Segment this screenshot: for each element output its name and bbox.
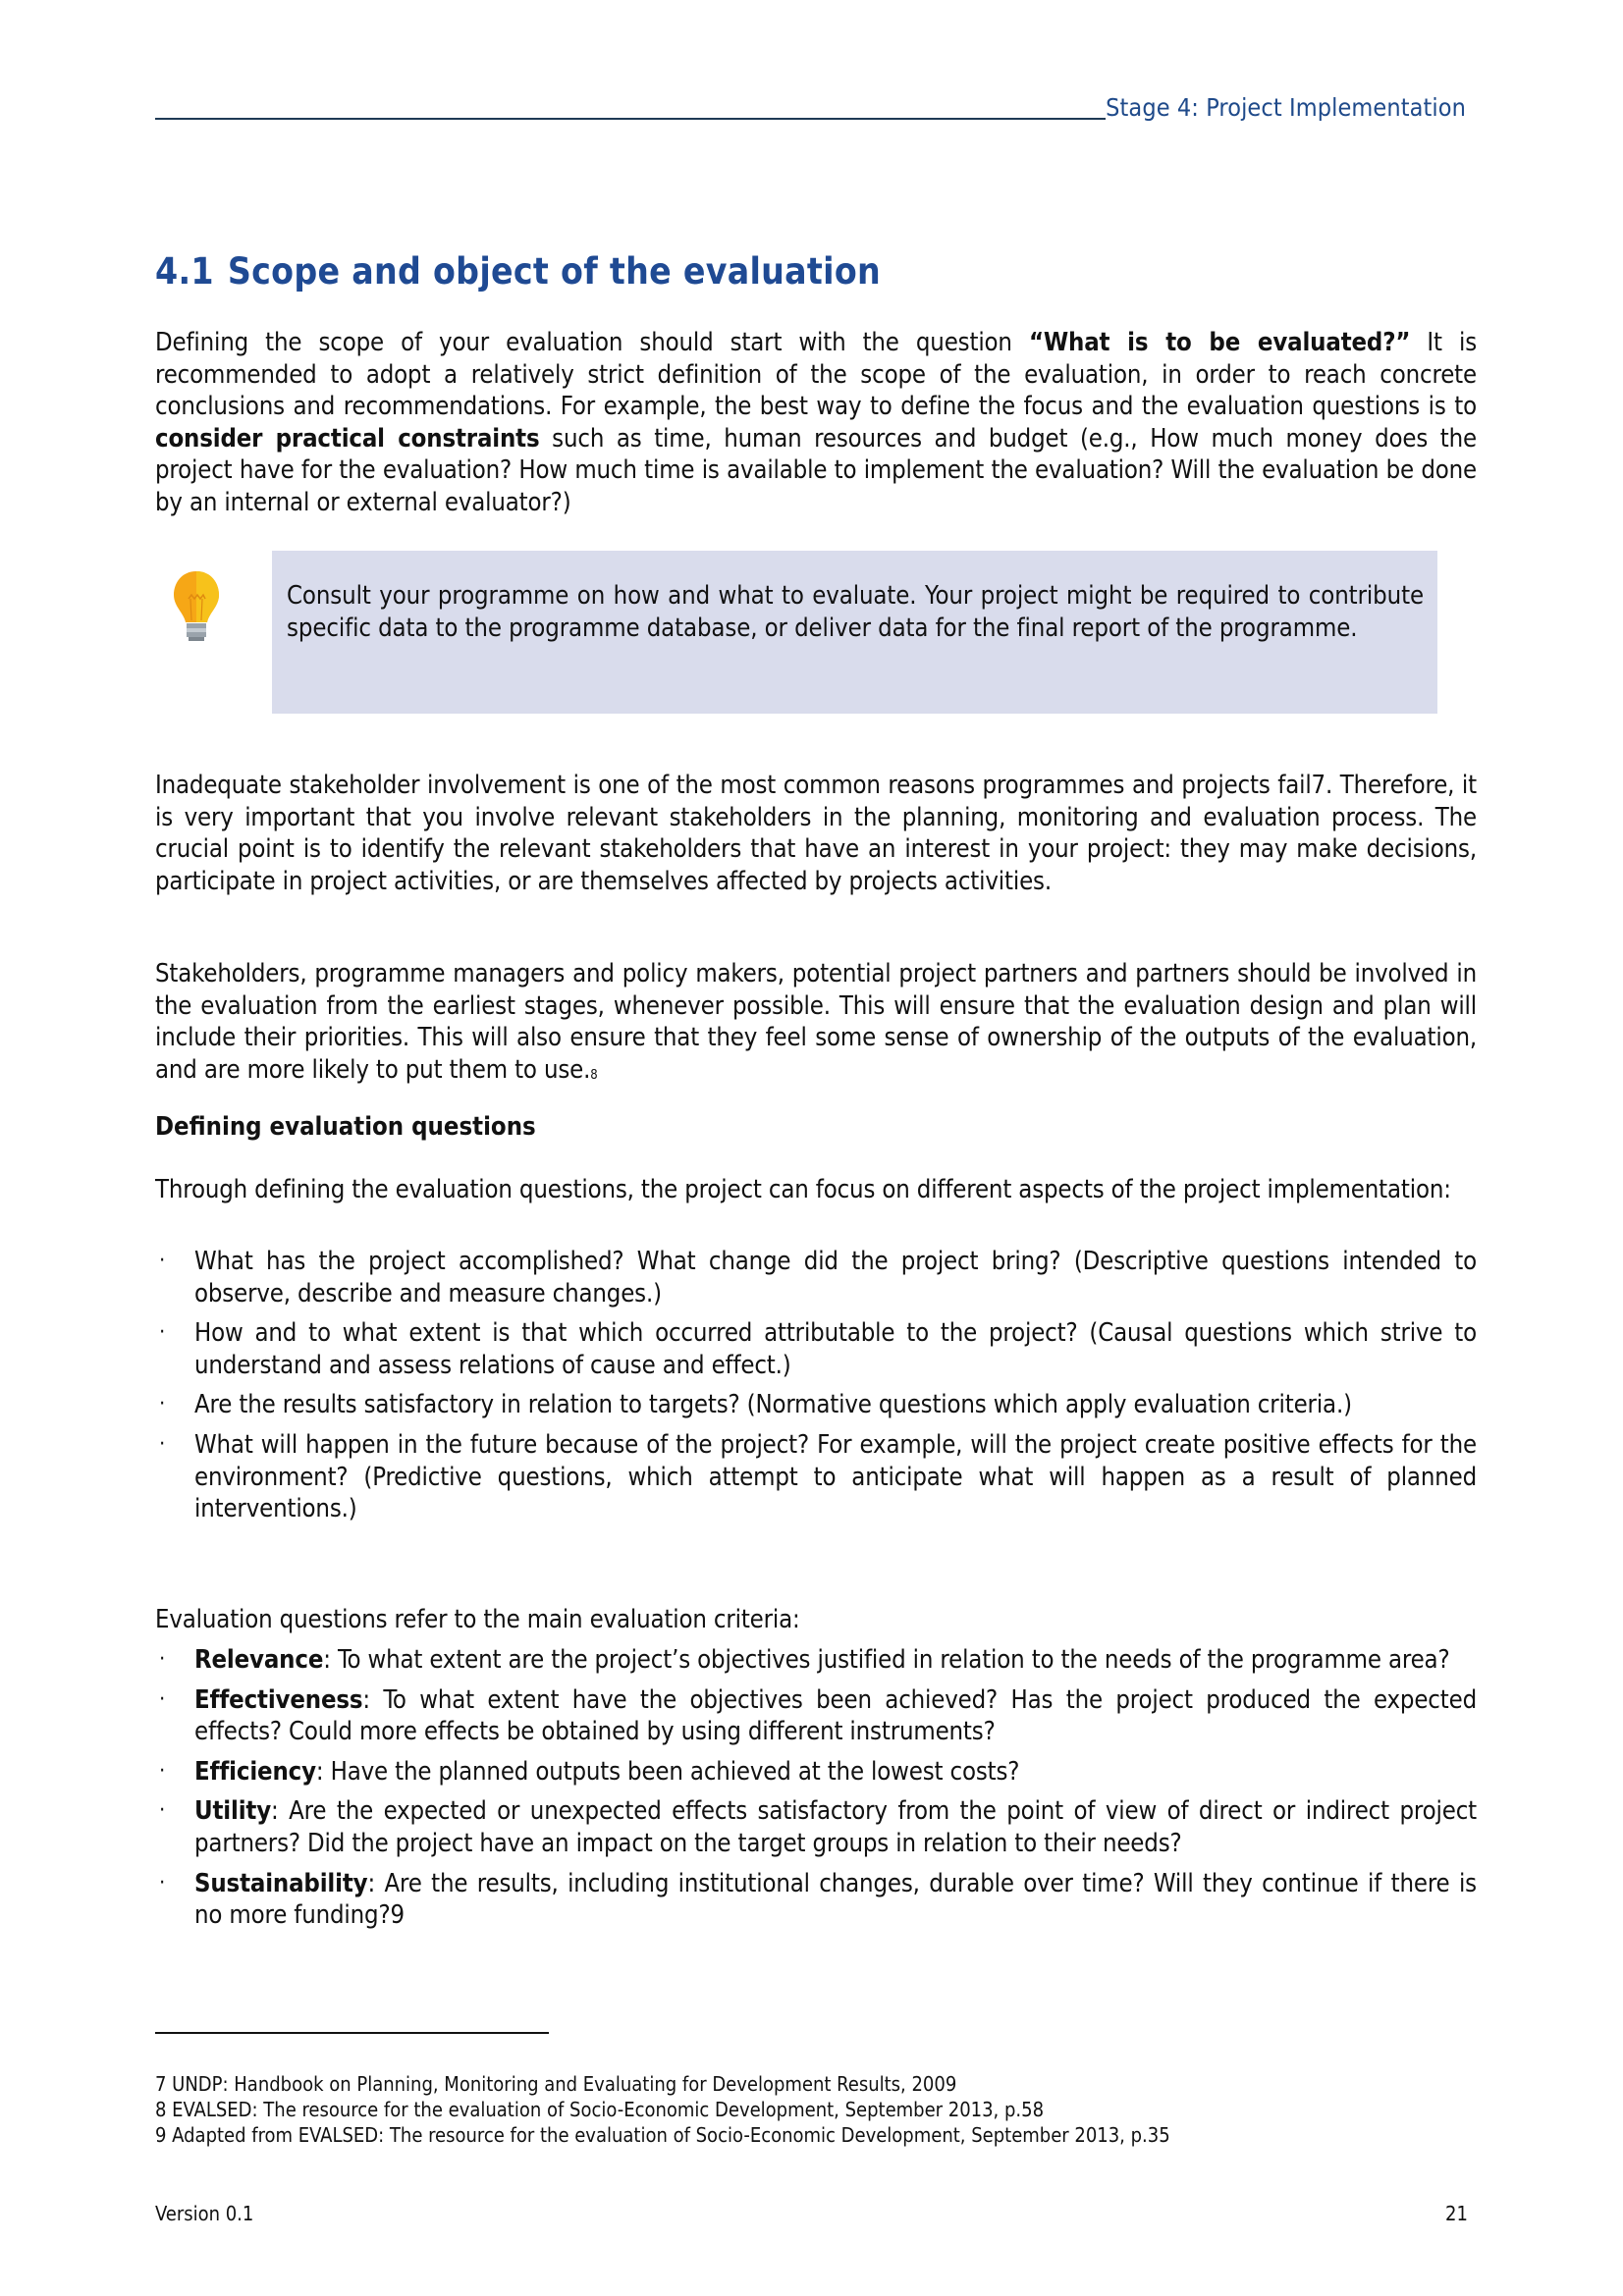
- bullet-icon: ·: [159, 1431, 166, 1457]
- header-title: Stage 4: Project Implementation: [1106, 93, 1466, 122]
- callout-text: Consult your programme on how and what to evaluate. Your project might be required to contribute specific data to the programme database, or deliver data for the final report of the programme.: [287, 581, 1424, 643]
- header-rule: [155, 90, 1106, 120]
- section-title: Scope and object of the evaluation: [227, 250, 882, 293]
- stakeholders-paragraph-1: Inadequate stakeholder involvement is one of the most common reasons programmes and projects fail7. Therefore, it is very important that you involve relevant stakeholders in the planning, monitoring and evaluation process. The crucial point is to identify the relevant stakeholders that have an interest in your project: they may make decisions, participate in project activities, or are themselves affected by projects activities.: [155, 771, 1477, 896]
- criteria-term: Relevance: [194, 1645, 324, 1675]
- intro-text-3: such as time, human resources and budget (e.g., How much money does the project have for the evaluation? How much time is available to implement the evaluation? Will the evaluation be done by an internal or external evaluator?): [155, 423, 1477, 517]
- question-item: [155, 1317, 1477, 1381]
- bullet-icon: ·: [159, 1647, 166, 1672]
- questions-intro: Through defining the evaluation questions, the project can focus on different aspects of the project implementation:: [155, 1175, 1451, 1204]
- criteria-item-sustainability: [155, 1868, 1477, 1932]
- tip-callout-box: [272, 551, 1437, 714]
- intro-text-2: It is recommended to adopt a relatively strict definition of the scope of the evaluation, in order to reach concrete conclusions and recommendations. For example, the best way to define the focus and the evaluation questions is to: [155, 328, 1477, 422]
- footnote-9: 9 Adapted from EVALSED: The resource for the evaluation of Socio-Economic Development, September 2013, p.35: [155, 2123, 1170, 2147]
- question-item: [155, 1429, 1477, 1525]
- bullet-icon: ·: [159, 1392, 166, 1417]
- criteria-item-utility: [155, 1795, 1477, 1859]
- running-header: [155, 90, 1466, 122]
- criteria-item-relevance: [155, 1644, 1477, 1677]
- criteria-term: Effectiveness: [194, 1684, 363, 1715]
- stakeholders-paragraph-2: [155, 958, 1477, 1086]
- criteria-text: : Are the results, including institutional changes, durable over time? Will they continue if there is no more funding?9: [194, 1868, 1477, 1931]
- question-text: Are the results satisfactory in relation to targets? (Normative questions which apply evaluation criteria.): [194, 1390, 1352, 1420]
- bullet-icon: ·: [159, 1249, 166, 1273]
- criteria-term: Utility: [194, 1796, 272, 1827]
- section-heading: [155, 250, 881, 293]
- criteria-item-effectiveness: [155, 1684, 1477, 1748]
- question-text: How and to what extent is that which occurred attributable to the project? (Causal questions which strive to understand and assess relations of cause and effect.): [194, 1318, 1477, 1380]
- footnote-8: 8 EVALSED: The resource for the evaluation of Socio-Economic Development, September 2013, p.58: [155, 2098, 1045, 2121]
- question-list: [155, 1246, 1477, 1525]
- bullet-icon: ·: [159, 1870, 166, 1896]
- subheading-evaluation-questions: Defining evaluation questions: [155, 1112, 536, 1142]
- intro-bold-question: “What is to be evaluated?”: [1028, 328, 1411, 357]
- criteria-item-efficiency: [155, 1756, 1477, 1789]
- bullet-icon: ·: [159, 1686, 166, 1712]
- version-label: Version 0.1: [155, 2202, 254, 2225]
- footnote-ref-8[interactable]: 8: [590, 1067, 598, 1083]
- criteria-intro: Evaluation questions refer to the main evaluation criteria:: [155, 1605, 800, 1634]
- footnotes: [155, 2071, 1432, 2148]
- criteria-term: Sustainability: [194, 1868, 368, 1898]
- question-item: [155, 1246, 1477, 1309]
- bullet-icon: ·: [159, 1798, 166, 1824]
- intro-bold-constraints: consider practical constraints: [155, 423, 540, 454]
- criteria-text: : Have the planned outputs been achieved at the lowest costs?: [315, 1756, 1020, 1787]
- question-text: What will happen in the future because of the project? For example, will the project create positive effects for the environment? (Predictive questions, which attempt to anticipate what will happen as a result of planned interventions.): [194, 1429, 1477, 1524]
- criteria-text: : Are the expected or unexpected effects satisfactory from the point of view of direct or indirect project partners? Did the project have an impact on the target groups in relation to their needs?: [194, 1796, 1477, 1858]
- criteria-term: Efficiency: [194, 1756, 316, 1787]
- intro-text-1: Defining the scope of your evaluation should start with the question: [155, 328, 1029, 357]
- question-text: What has the project accomplished? What change did the project bring? (Descriptive questions intended to observe, describe and measure changes.): [194, 1247, 1477, 1308]
- section-number: 4.1: [155, 250, 214, 293]
- intro-paragraph: [155, 327, 1477, 519]
- criteria-text: : To what extent are the project’s objectives justified in relation to the needs of the programme area?: [323, 1645, 1450, 1675]
- criteria-text: : To what extent have the objectives been achieved? Has the project produced the expected effects? Could more effects be obtained by using different instruments?: [194, 1684, 1477, 1747]
- lightbulb-icon: [172, 569, 221, 648]
- stakeholders-paragraph-2-text: Stakeholders, programme managers and policy makers, potential project partners and partners should be involved in the evaluation from the earliest stages, whenever possible. This will ensure that the evaluation design and plan will include their priorities. This will also ensure that they feel some sense of ownership of the outputs of the evaluation, and are more likely to put them to use.: [155, 959, 1477, 1085]
- page-number: 21: [1445, 2202, 1468, 2225]
- footnote-separator: [155, 2032, 549, 2034]
- footnote-7: 7 UNDP: Handbook on Planning, Monitoring and Evaluating for Development Results, 2009: [155, 2072, 957, 2096]
- question-item: [155, 1389, 1477, 1421]
- bullet-icon: ·: [159, 1320, 166, 1346]
- bullet-icon: ·: [159, 1758, 166, 1784]
- criteria-list: [155, 1644, 1477, 1932]
